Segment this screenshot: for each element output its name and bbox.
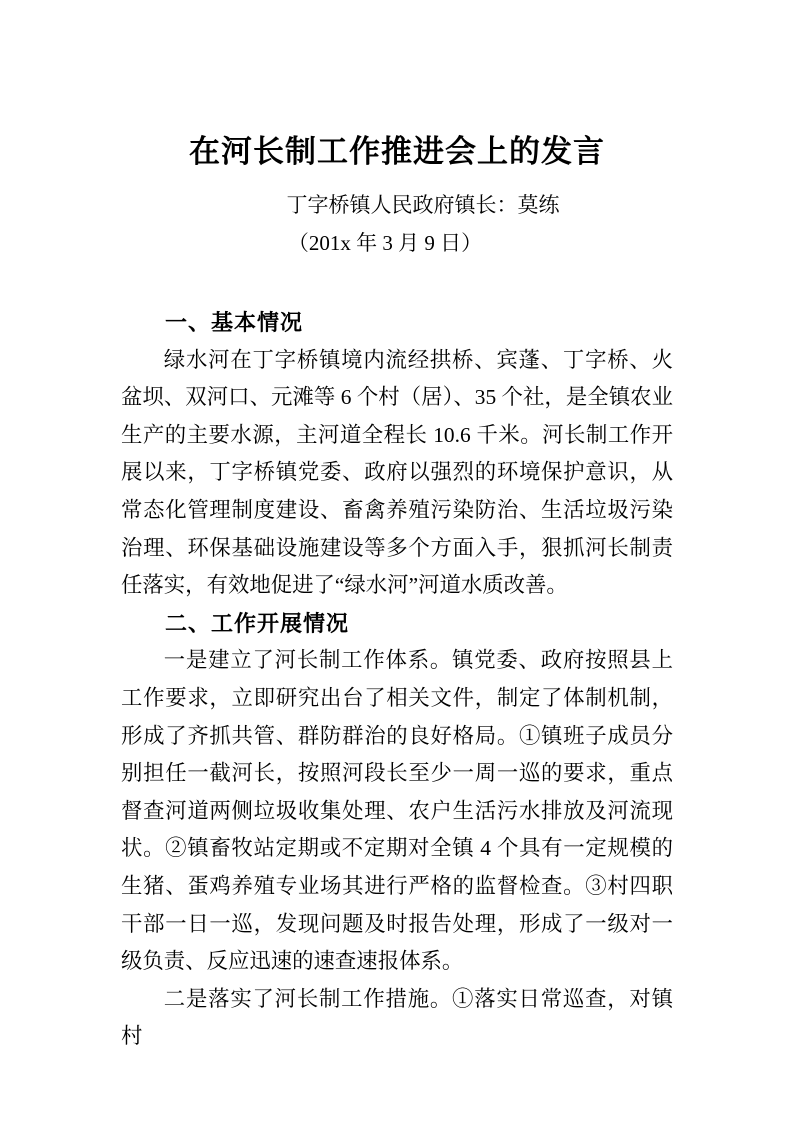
paragraph-work-measures: 二是落实了河长制工作措施。①落实日常巡查，对镇村 [121,986,673,1049]
document-title: 在河长制工作推进会上的发言 [189,134,605,169]
document-date: （201x 年 3 月 9 日） [287,231,483,255]
document-byline: 丁字桥镇人民政府镇长：莫练 [286,193,560,217]
paragraph-work-system: 一是建立了河长制工作体系。镇党委、政府按照县上工作要求，立即研究出台了相关文件，制定了体制机制，形成了齐抓共管、群防群治的良好格局。①镇班子成员分别担任一截河长，按照河段长至少一周一巡的要求，重点督查河道两侧垃圾收集处理、农户生活污水排放及河流现状。②镇畜牧站定期或不定期对全镇 4 个具有一定规模的生猪、蛋鸡养殖专业场其进行严格的监督检查。③村四职干部一日一巡，发现问题及时报告处理，形成了一级对一级负责、反应迅速的速查速报体系。 [121,648,673,974]
paragraph-basic-situation: 绿水河在丁字桥镇境内流经拱桥、宾蓬、丁字桥、火盆坝、双河口、元滩等 6 个村（居）、35 个社，是全镇农业生产的主要水源，主河道全程长 10.6 千米。河长制工作开展以来，丁字桥镇党委、政府以强烈的环境保护意识，从常态化管理制度建设、畜禽养殖污染防治、生活垃圾污染治理、环保基础设施建设等多个方面入手，狠抓河长制责任落实，有效地促进了“绿水河”河道水质改善。 [121,347,673,598]
section-heading-basic-situation: 一、基本情况 [165,310,304,335]
section-heading-work-progress: 二、工作开展情况 [165,610,350,636]
document-body [121,304,673,1056]
